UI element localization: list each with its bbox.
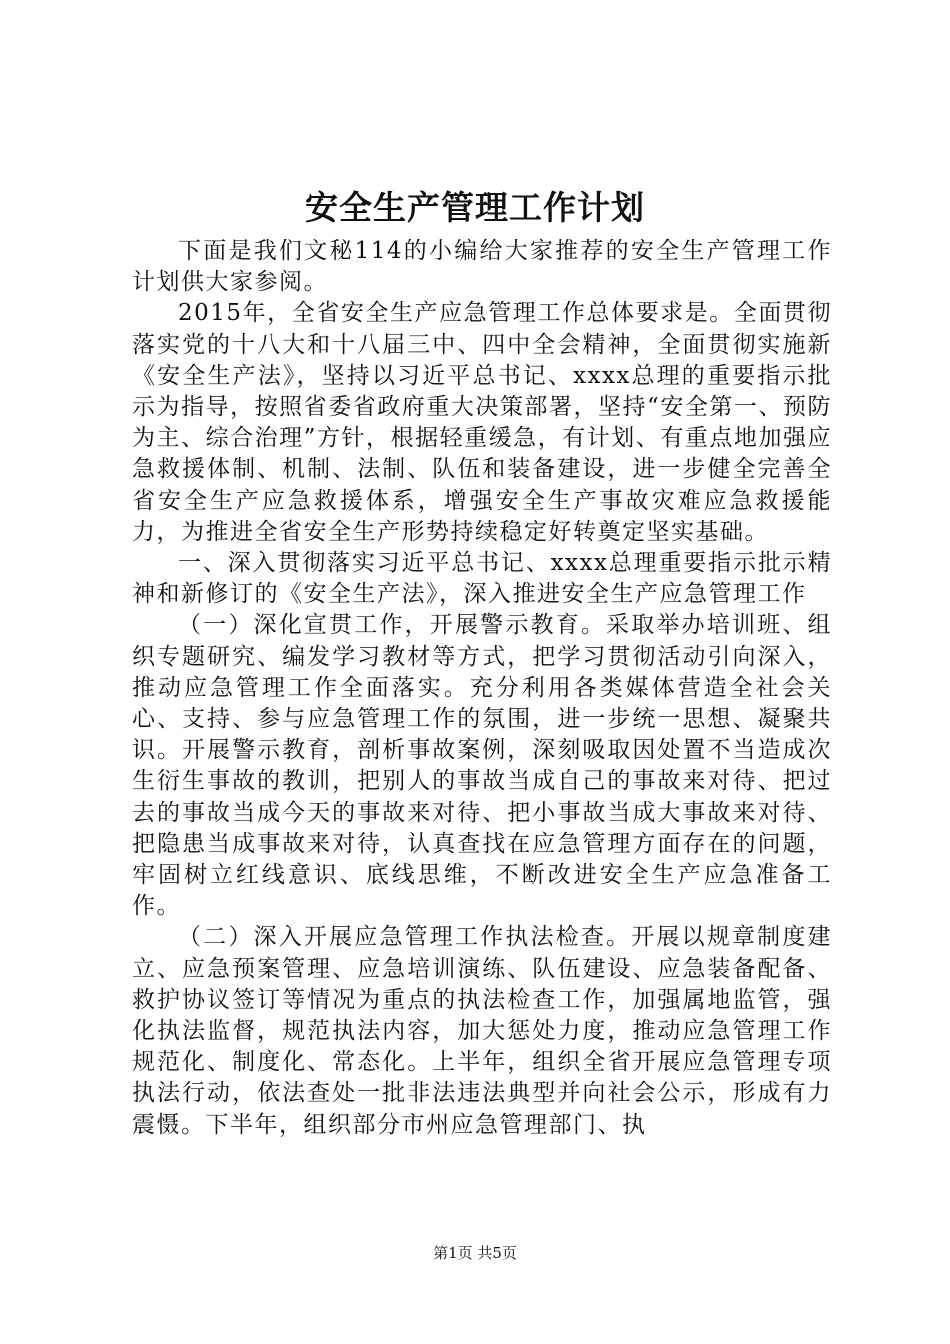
document-title: 安全生产管理工作计划 — [305, 188, 645, 227]
page-footer: 第1页 共5页 — [433, 1244, 517, 1262]
paragraph-intro: 下面是我们文秘114的小编给大家推荐的安全生产管理工作计划供大家参阅。 — [132, 238, 832, 296]
paragraph-subsection-1: （一）深化宣贯工作，开展警示教育。采取举办培训班、组织专题研究、编发学习教材等方式，把学习贯彻活动引向深入，推动应急管理工作全面落实。充分利用各类媒体营造全社会关心、支持、参与应急管理工作的氛围，进一步统一思想、凝聚共识。开展警示教育，剖析事故案例，深刻吸取因处置不当造成次生衍生事故的教训，把别人的事故当成自己的事故来对待、把过去的事故当成今天的事故来对待、把小事故当成大事故来对待、把隐患当成事故来对待，认真查找在应急管理方面存在的问题，牢固树立红线意识、底线思维，不断改进安全生产应急准备工作。 — [132, 612, 832, 920]
section-heading-1: 一、深入贯彻落实习近平总书记、xxxx总理重要指示批示精神和新修订的《安全生产法》，深入推进安全生产应急管理工作 — [132, 550, 832, 608]
paragraph-subsection-2: （二）深入开展应急管理工作执法检查。开展以规章制度建立、应急预案管理、应急培训演练、队伍建设、应急装备配备、救护协议签订等情况为重点的执法检查工作，加强属地监管，强化执法监督，规范执法内容，加大惩处力度，推动应急管理工作规范化、制度化、常态化。上半年，组织全省开展应急管理专项执法行动，依法查处一批非法违法典型并向社会公示，形成有力震慑。下半年，组织部分市州应急管理部门、执 — [132, 924, 832, 1138]
document-body — [132, 236, 832, 1141]
paragraph-overall-requirements: 2015年，全省安全生产应急管理工作总体要求是。全面贯彻落实党的十八大和十八届三中、四中全会精神，全面贯彻实施新《安全生产法》，坚持以习近平总书记、xxxx总理的重要指示批示为指导，按照省委省政府重大决策部署，坚持“安全第一、预防为主、综合治理”方针，根据轻重缓急，有计划、有重点地加强应急救援体制、机制、法制、队伍和装备建设，进一步健全完善全省安全生产应急救援体系，增强安全生产事故灾难应急救援能力，为推进全省安全生产形势持续稳定好转奠定坚实基础。 — [132, 300, 832, 545]
